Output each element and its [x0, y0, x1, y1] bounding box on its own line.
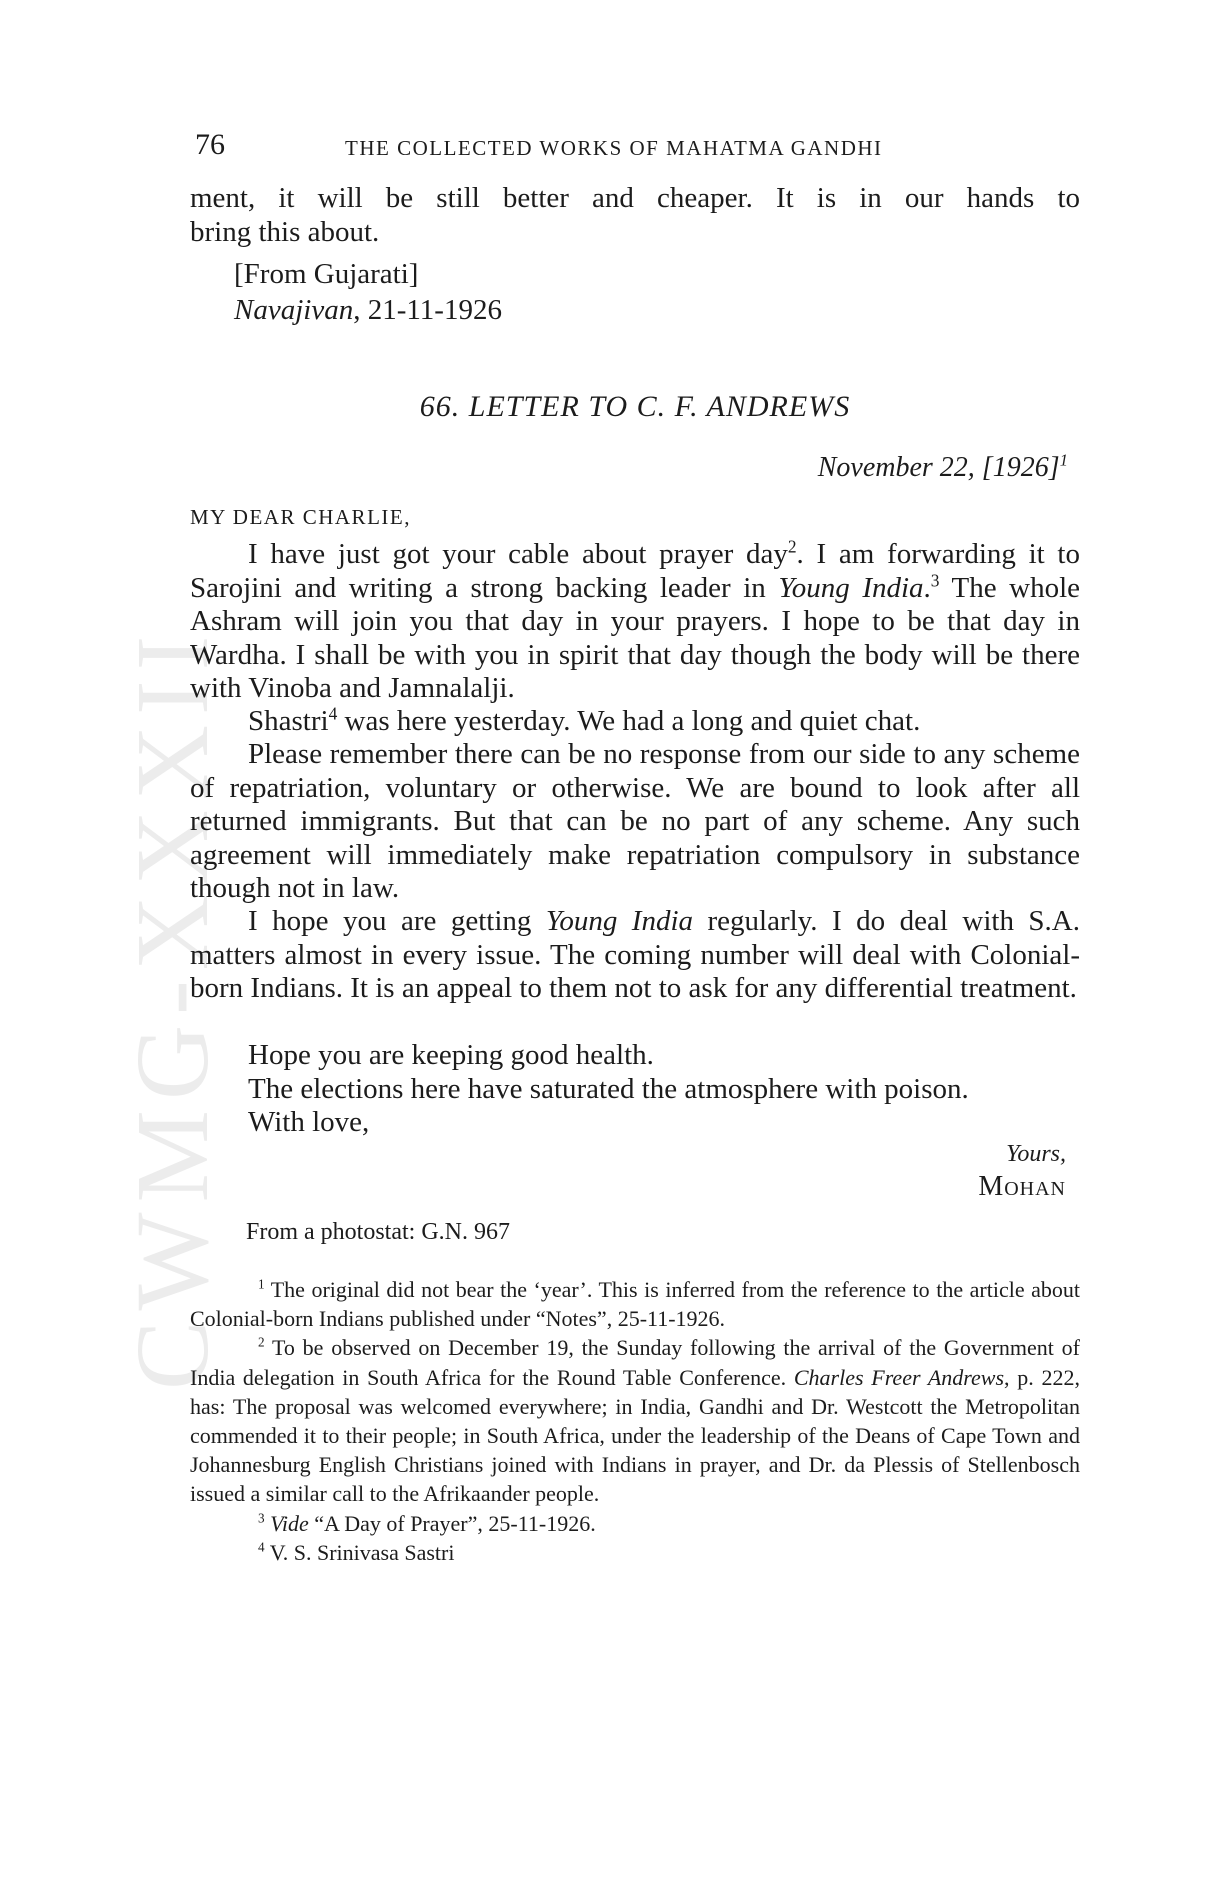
footnotes [190, 1275, 1080, 1567]
paragraph-1: I have just got your cable about prayer day$^2$. I am forwarding it to Sarojini and writing a strong backing leader in Young India.$^3$ The whole Ashram will join you that day in your prayers. I hope to be that day in Wardha. I shall be with you in spirit that day though the body will be there with Vinoba and Jamnalalji. [190, 536, 1081, 704]
letter-title: 66. LETTER TO C. F. ANDREWS [419, 390, 851, 423]
page-header [195, 128, 1075, 168]
footnote-ref-4: 4 [328, 703, 338, 724]
footnote-ref-3: 3 [930, 569, 940, 590]
paragraph-3: Please remember there can be no response from our side to any scheme of repatriation, voluntary or otherwise. We are bound to look after all returned immigrants. But that can be no part of any scheme. Any such agreement will immediately make repatriation compulsory in substance though not in law. [190, 738, 1080, 904]
paragraph-7: With love, [248, 1106, 370, 1138]
page-number: 76 [195, 128, 225, 161]
footnote-1: $^1$ The original did not bear the ‘year’. This is inferred from the reference to the article about Colonial-born Indians published under “Notes”, 25-11-1926. [190, 1276, 1080, 1332]
footnote-ref-1: 1 [1059, 450, 1068, 470]
signoff: Yours, [1006, 1141, 1066, 1167]
letter-date: November 22, $[1926]^1$ [817, 450, 1068, 483]
continued-text-line-1: ment, it will be still better and cheaper. It is in our hands to [190, 182, 1080, 214]
publication-name: Navajivan [234, 294, 354, 326]
paragraph-6: The elections here have saturated the atmosphere with poison. [248, 1073, 969, 1105]
watermark: CWMG-XXXII [115, 625, 230, 1390]
running-title: THE COLLECTED WORKS OF MAHATMA GANDHI [345, 136, 883, 160]
book-title: Charles Freer Andrews [793, 1364, 1005, 1390]
footnote-2: $^2$ To be observed on December 19, the Sunday following the arrival of the Government of India delegation in South Africa for the Round Table Conference. Charles Freer Andrews, p. 222, has: The proposal was welcomed everywhere; in India, Gandhi and Dr. Westcott the Metropolitan commended it to their people; in South Africa, under the leadership of the Deans of Cape Town and Johannesburg English Christians joined with Indians in prayer, and Dr. da Plessis of Stellenbosch issued a similar call to the Afrikaander people. [190, 1335, 1081, 1507]
salutation: MY DEAR CHARLIE, [190, 505, 411, 529]
young-india-ref: Young India [778, 571, 924, 604]
young-india-ref-2: Young India [545, 905, 694, 937]
paragraph-2: Shastri$^4$ was here yesterday. We had a long and quiet chat. [248, 703, 921, 737]
publication-date: , 21-11-1926 [353, 294, 502, 326]
letter-source: From a photostat: G.N. 967 [246, 1219, 510, 1245]
paragraph-5: Hope you are keeping good health. [248, 1039, 654, 1071]
paragraph-4: I hope you are getting Young India regularly. I do deal with S.A. matters almost in every issue. The coming number will deal with Colonial-born Indians. It is an appeal to them not to ask for any differential treatment. [190, 905, 1080, 1004]
footnote-3: $^3$ Vide “A Day of Prayer”, 25-11-1926. [258, 1510, 596, 1536]
continued-text-line-2: bring this about. [190, 216, 380, 248]
signature: Mohan [978, 1171, 1066, 1202]
footnote-ref-2: 2 [787, 536, 797, 557]
publication-line [234, 294, 1124, 328]
source-note: [From Gujarati] [234, 258, 419, 290]
footnote-4: $^4$ V. S. Srinivasa Sastri [258, 1539, 455, 1565]
